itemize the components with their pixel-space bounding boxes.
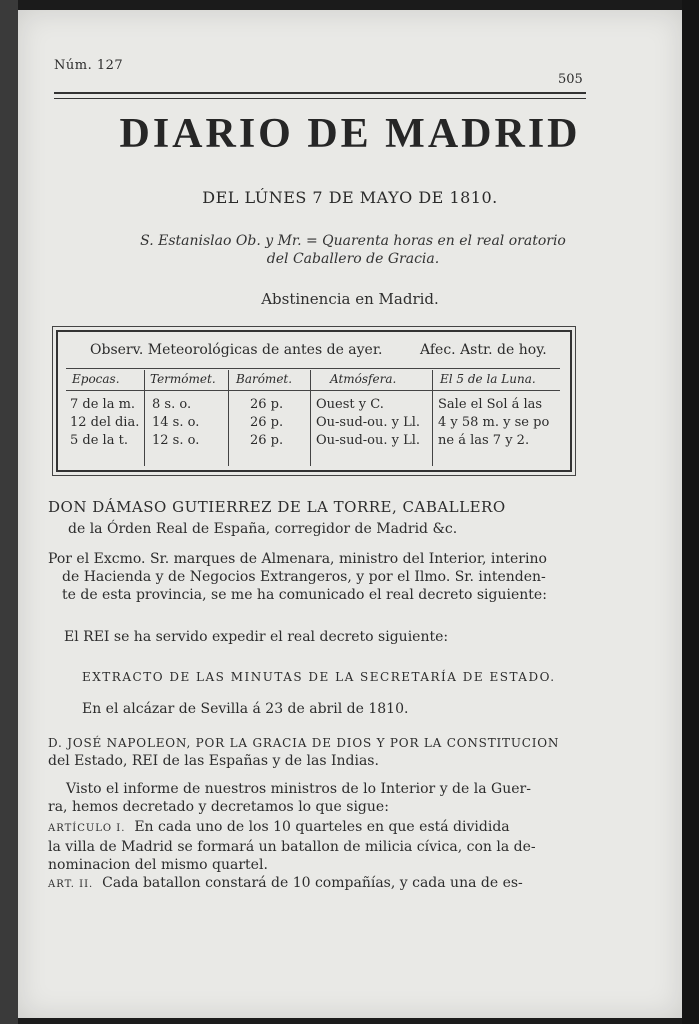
table-cell: 26 p. 26 p. 26 p.: [250, 397, 284, 448]
table-cell: 8 s. o. 14 s. o. 12 s. o.: [152, 397, 200, 448]
extract-heading: EXTRACTO DE LAS MINUTAS DE LA SECRETARÍA DE ESTADO.: [82, 670, 556, 684]
place-date: En el alcázar de Sevilla á 23 de abril de 1810.: [82, 701, 409, 717]
page-edge-shadow: [682, 0, 699, 1024]
table-cell: Sale el Sol á las 4 y 58 m. y se po ne á las 7 y 2.: [438, 397, 550, 448]
paragraph-2: El REI se ha servido expedir el real decreto siguiente:: [64, 629, 449, 645]
saints-line-2: del Caballero de Gracia.: [266, 251, 440, 267]
article-2-label: ART. II.: [48, 879, 94, 890]
issue-number: Núm. 127: [54, 58, 124, 73]
article-1-label: ARTÍCULO I.: [48, 823, 126, 834]
dateline: DEL LÚNES 7 DE MAYO DE 1810.: [202, 188, 498, 207]
paragraph-3: Visto el informe de nuestros ministros de lo Interior y de la Guer- ra, hemos decretado y decretamos lo que sigue:: [48, 781, 531, 815]
column-divider: [310, 370, 311, 466]
article-1: ARTÍCULO I. En cada uno de los 10 quarteles en que está dividida la villa de Madrid se formará un batallon de milicia cívica, con la de- nominacion del mismo quartel.: [48, 819, 536, 873]
table-rule: [66, 368, 560, 369]
newspaper-page: [18, 10, 682, 1018]
column-header: El 5 de la Luna.: [440, 372, 536, 386]
table-cell: 7 de la m. 12 del dia. 5 de la t.: [70, 397, 140, 448]
masthead-title: DIARIO DE MADRID: [119, 111, 581, 157]
article-2: ART. II. Cada batallon constará de 10 compañías, y cada una de es-: [48, 875, 523, 891]
paragraph-1: Por el Excmo. Sr. marques de Almenara, ministro del Interior, interino de Hacienda y de Negocios Extrangeros, y por el Ilmo. Sr. intenden- te de esta provincia, se me ha comunicado el real decreto siguiente:: [48, 551, 547, 603]
column-divider: [432, 370, 433, 466]
header-rule: [54, 92, 586, 99]
decree-intro: D. JOSÉ NAPOLEON, POR LA GRACIA DE DIOS Y POR LA CONSTITUCION del Estado, REI de las Españas y de las Indias.: [48, 736, 560, 769]
page-number: 505: [558, 72, 583, 87]
astro-title: Afec. Astr. de hoy.: [420, 342, 547, 358]
decree-heading-line-2: de la Órden Real de España, corregidor de Madrid &c.: [68, 521, 458, 537]
column-header: Termómet.: [150, 372, 216, 386]
abstinence-note: Abstinencia en Madrid.: [261, 290, 439, 308]
column-header: Atmósfera.: [330, 372, 397, 386]
decree-heading-line-1: DON DÁMASO GUTIERREZ DE LA TORRE, CABALLERO: [48, 498, 506, 516]
weather-table: [56, 330, 572, 472]
table-cell: Ouest y C. Ou-sud-ou. y Ll. Ou-sud-ou. y Ll.: [316, 397, 421, 448]
saints-line-1: S. Estanislao Ob. y Mr. = Quarenta horas en el real oratorio: [140, 233, 566, 249]
saints-of-day: [118, 232, 588, 268]
weather-title: Observ. Meteorológicas de antes de ayer.: [90, 342, 383, 358]
column-header: Epocas.: [72, 372, 120, 386]
book-spine: [0, 0, 18, 1024]
table-rule: [66, 390, 560, 391]
column-header: Barómet.: [236, 372, 293, 386]
column-divider: [144, 370, 145, 466]
column-divider: [228, 370, 229, 466]
